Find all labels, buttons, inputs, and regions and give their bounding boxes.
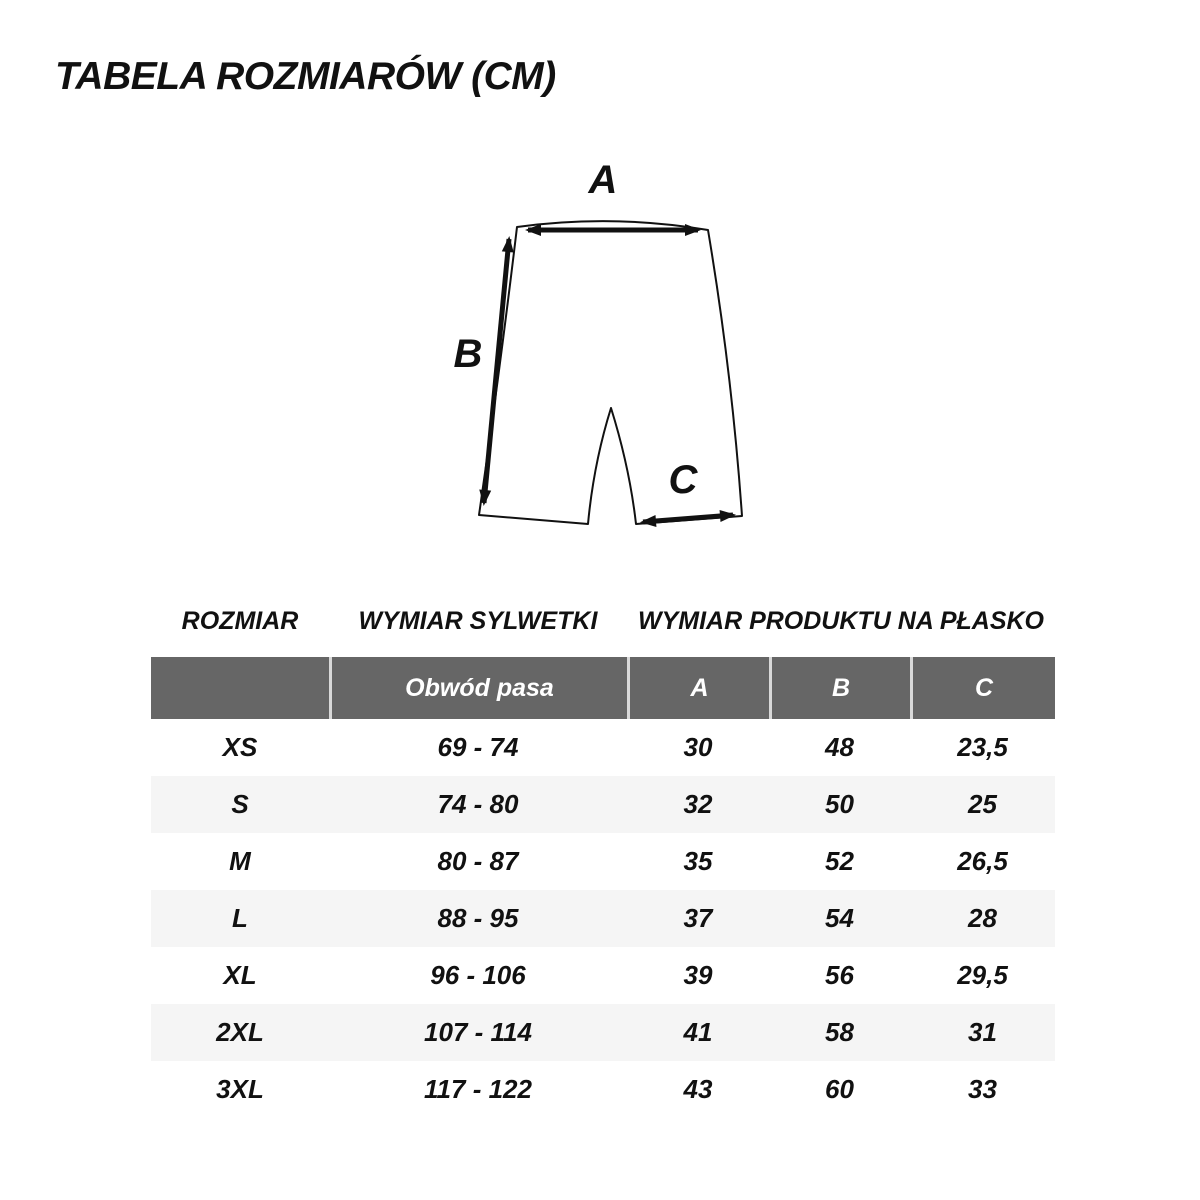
table-row	[151, 1004, 1055, 1061]
cell-size: S	[231, 789, 249, 819]
cell-size: M	[229, 846, 251, 876]
table-row	[151, 776, 1055, 833]
shorts-measurement-diagram	[440, 140, 780, 560]
subheader-waist: Obwód pasa	[329, 657, 627, 719]
cell-waist: 74 - 80	[437, 789, 519, 819]
cell-a: 39	[683, 960, 713, 990]
shorts-outline-figure	[440, 140, 780, 560]
cell-size: XL	[223, 960, 257, 990]
cell-c: 28	[968, 903, 997, 933]
cell-c: 25	[968, 789, 997, 819]
cell-waist: 96 - 106	[430, 960, 526, 990]
cell-c: 29,5	[957, 960, 1008, 990]
cell-a: 37	[683, 903, 713, 933]
table-row	[151, 719, 1055, 776]
table-body	[151, 719, 1055, 1118]
shorts-outline	[479, 221, 742, 524]
cell-b: 58	[825, 1017, 854, 1047]
cell-a: 41	[683, 1017, 713, 1047]
cell-c: 31	[968, 1017, 997, 1047]
cell-waist: 88 - 95	[437, 903, 519, 933]
cell-b: 50	[825, 789, 854, 819]
cell-waist: 117 - 122	[424, 1074, 532, 1104]
cell-b: 52	[825, 846, 854, 876]
cell-waist: 80 - 87	[437, 846, 519, 876]
measure-arrow-c	[643, 515, 733, 522]
page-title: TABELA ROZMIARÓW (CM)	[55, 55, 556, 98]
diagram-label-c: C	[668, 458, 698, 502]
cell-a: 35	[683, 846, 713, 876]
cell-c: 23,5	[957, 732, 1008, 762]
cell-size: L	[232, 903, 248, 933]
table-row	[151, 1061, 1055, 1118]
cell-c: 33	[968, 1074, 997, 1104]
table-row	[151, 947, 1055, 1004]
table-row	[151, 890, 1055, 947]
group-header-size: ROZMIAR	[181, 607, 299, 635]
cell-size: 2XL	[216, 1017, 264, 1047]
cell-b: 54	[825, 903, 854, 933]
cell-waist: 107 - 114	[424, 1017, 532, 1047]
table-row	[151, 833, 1055, 890]
group-header-body-measure: WYMIAR SYLWETKI	[358, 607, 598, 635]
subheader-a: A	[627, 657, 769, 719]
cell-size: XS	[222, 732, 258, 762]
measure-arrow-b	[484, 239, 509, 503]
cell-size: 3XL	[216, 1074, 264, 1104]
subheader-c: C	[910, 657, 1055, 719]
cell-waist: 69 - 74	[437, 732, 519, 762]
table-subheader-row	[151, 657, 1055, 719]
cell-c: 26,5	[957, 846, 1008, 876]
diagram-label-a: A	[588, 158, 618, 202]
cell-b: 56	[825, 960, 854, 990]
cell-b: 60	[825, 1074, 854, 1104]
subheader-empty	[151, 657, 329, 719]
table-group-headers	[151, 600, 1055, 642]
subheader-b: B	[769, 657, 910, 719]
cell-a: 30	[683, 732, 713, 762]
cell-a: 43	[683, 1074, 713, 1104]
diagram-label-b: B	[453, 332, 483, 376]
size-table	[151, 657, 1055, 1118]
group-header-product-flat: WYMIAR PRODUKTU NA PŁASKO	[637, 607, 1044, 635]
cell-b: 48	[825, 732, 854, 762]
cell-a: 32	[683, 789, 713, 819]
